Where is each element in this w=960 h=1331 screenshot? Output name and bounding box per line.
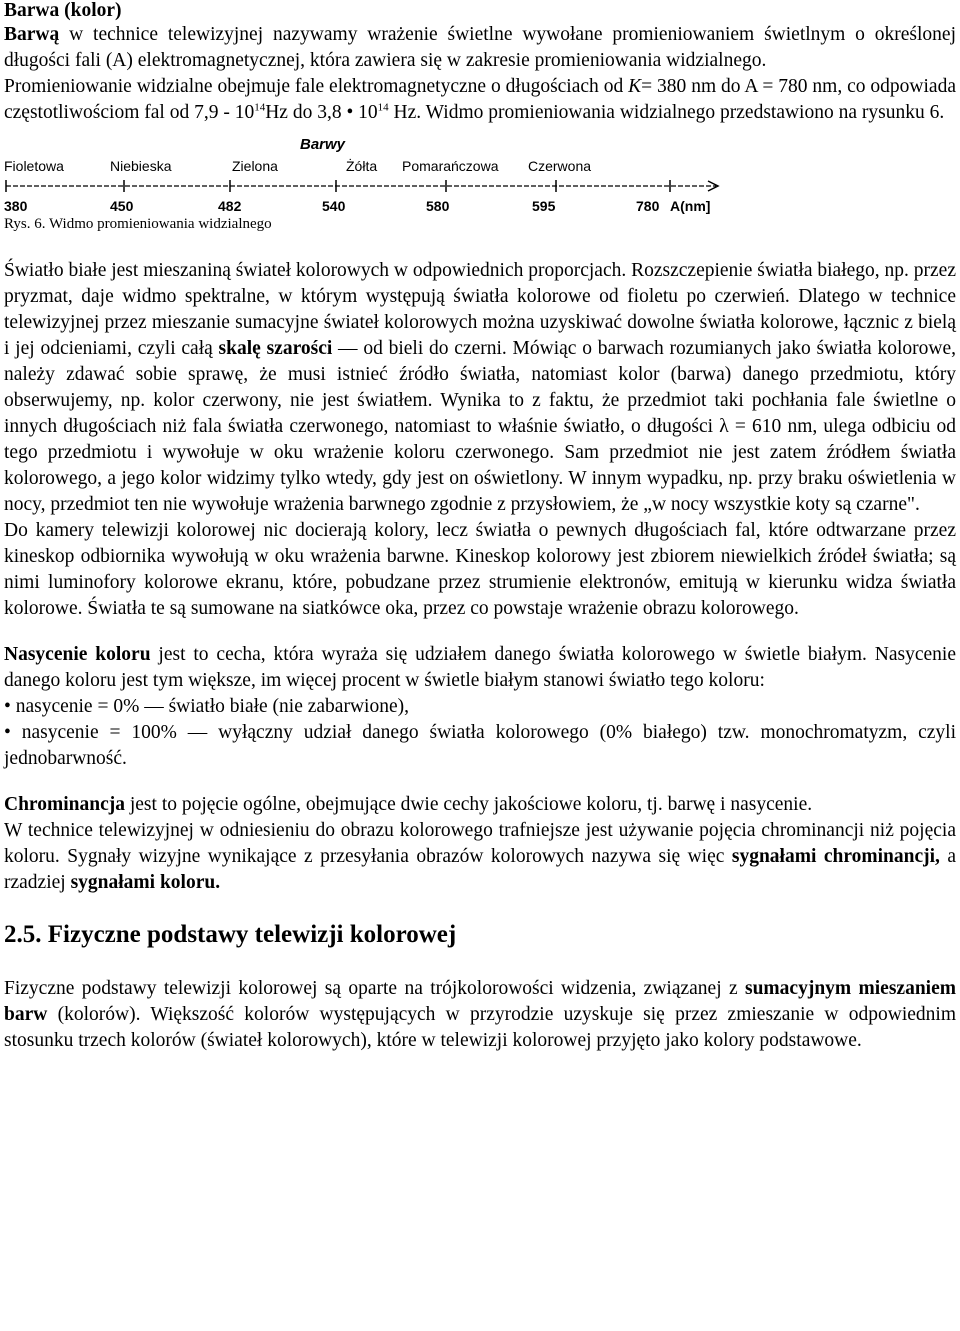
range-text-a: Promieniowanie widzialne obejmuje fale elektromagnetyczne o długościach od xyxy=(4,76,629,97)
tick-label-482: 482 xyxy=(218,198,242,214)
tick-label-780: 780 xyxy=(636,198,660,214)
k-symbol: K xyxy=(628,76,642,97)
term-saturation: Nasycenie koloru xyxy=(4,644,151,665)
paragraph-chrominance xyxy=(4,792,956,818)
tick-label-540: 540 xyxy=(322,198,346,214)
white-light-text-a: Światło białe jest mieszaniną świateł kolorowych w odpowiednich proporcjach. Rozszczepienie światła białego, np. przez pryzmat, daje widmo spektralne, w którym występują światła kolorowe od fioletu po czerwień. Dlatego w technice telewizyjnej przez mieszanie sumacyjne świateł kolorowych można uzyskiwać dowolne światła kolorowe, łącznic z bielą i jej odcieniami, czyli całą xyxy=(4,260,956,359)
document-page xyxy=(4,0,956,1054)
axis-unit-label: A(nm] xyxy=(670,198,711,214)
color-label-orange: Pomarańczowa xyxy=(402,158,499,174)
spectrum-figure xyxy=(4,130,956,230)
range-text-d: Hz. Widmo promieniowania widzialnego przedstawiono na rysunku 6. xyxy=(388,102,945,123)
tick-label-580: 580 xyxy=(426,198,450,214)
spacer xyxy=(4,230,956,258)
color-label-green: Zielona xyxy=(232,158,278,174)
spacer xyxy=(4,896,956,920)
paragraph-kinescope: Do kamery telewizji kolorowej nic docierają kolory, lecz światła o pewnych długościach fal, które odtwarzane przez kineskop odbiornika wywołują w oku wrażenia barwne. Kineskop kolorowy jest zbiorem niewielkich źródeł światła; są nimi luminofory kolorowe ekranu, które, pobudzane przez strumienie elektronów, emitują w kierunku widza światła kolorowe. Światła te są sumowane na siatkówce oka, przez co powstaje wrażenie obrazu kolorowego. xyxy=(4,520,956,619)
tick-label-595: 595 xyxy=(532,198,556,214)
color-label-violet: Fioletowa xyxy=(4,158,64,174)
saturation-text: jest to cecha, która wyraża się udziałem danego światła kolorowego w świetle białym. Nasycenie danego koloru jest tym większe, im więcej procent w świetle białym stanowi światło tego koloru: xyxy=(4,644,956,691)
paragraph-white-light xyxy=(4,258,956,518)
paragraph-saturation xyxy=(4,642,956,694)
term-additive-mixing: sumacyjnym mieszaniem barw xyxy=(4,978,956,1025)
basis-text-b: (kolorów). Większość kolorów występujących w przyrodzie uzyskuje się przez zmieszanie w odpowiednim stosunku trzech kolorów (świateł kolorowych), które w telewizji kolorowej przyjęto jako kolory podstawowe. xyxy=(4,1004,956,1051)
basis-text-a: Fizyczne podstawy telewizji kolorowej są oparte na trójkolorowości widzenia, związanej z xyxy=(4,978,745,999)
term-chrominance-signals: sygnałami chrominancji, xyxy=(731,846,940,867)
spacer xyxy=(4,950,956,976)
paragraph-physical-basis xyxy=(4,976,956,1054)
color-label-blue: Niebieska xyxy=(110,158,172,174)
color-label-yellow: Żółta xyxy=(346,158,378,174)
definition-text: w technice telewizyjnej nazywamy wrażenie świetlne wywołane promieniowaniem świetlnym o określonej długości fali (A) elektromagnetycznej, która zawiera się w zakresie promieniowania widzialnego. xyxy=(4,24,956,71)
spacer xyxy=(4,772,956,792)
tick-label-450: 450 xyxy=(110,198,134,214)
term-chrominance: Chrominancja xyxy=(4,794,125,815)
paragraph-definition xyxy=(4,22,956,74)
color-label-red: Czerwona xyxy=(528,158,592,174)
section-title: Barwa (kolor) xyxy=(4,0,122,21)
figure-caption: Rys. 6. Widmo promieniowania widzialnego xyxy=(4,216,272,232)
term-grayscale: skalę szarości xyxy=(218,338,333,359)
exponent-2: 14 xyxy=(377,101,389,114)
chrominance-text: jest to pojęcie ogólne, obejmujące dwie cechy jakościowe koloru, tj. barwę i nasycenie. xyxy=(124,794,813,815)
white-light-text-b: — od bieli do czerni. Mówiąc o barwach rozumianych jako światła kolorowe, należy zdawać sobie sprawę, że musi istnieć źródło światła, natomiast kolor (barwa) danego przedmiotu, który obserwujemy, np. kolor czerwony, nie jest światłem. Wynika to z faktu, że przedmiot taki pochłania fale świetlne o innych długościach niż fala światła czerwonego, natomiast to właśnie światło, o długości λ = 610 nm, ulega odbiciu od tego przedmiotu i wywołuje w oku wrażenie koloru czerwonego. Sam przedmiot nie jest zatem źródłem światła kolorowego, a jego kolor widzimy tylko wtedy, gdy jest on oświetlony. W innym wypadku, np. przy braku oświetlenia w nocy, przedmiot ten nie wywołuje wrażenia barwnego zgodnie z przysłowiem, że „w nocy wszystkie koty są czarne". xyxy=(4,338,956,515)
tick-label-380: 380 xyxy=(4,198,28,214)
signals-text-b: a rzadziej xyxy=(4,846,957,893)
paragraph-visible-range xyxy=(4,74,956,126)
range-text-c: Hz do 3,8 • 10 xyxy=(265,102,378,123)
spectrum-axis xyxy=(4,176,734,196)
spacer xyxy=(4,622,956,642)
range-text-b: = 380 nm do A = 780 nm, co odpowiada częstotliwościom fal od 7,9 - 10 xyxy=(4,76,956,123)
bullet-item: • nasycenie = 0% — światło białe (nie zabarwione), xyxy=(4,696,409,717)
term-color-signals: sygnałami koloru. xyxy=(70,872,221,893)
term-barwa: Barwą xyxy=(4,24,60,45)
exponent-1: 14 xyxy=(254,101,266,114)
bullet-item: • nasycenie = 100% — wyłączny udział danego światła kolorowego (0% białego) tzw. monochromatyzm, czyli jednobarwność. xyxy=(4,722,956,769)
section-heading-2-5: 2.5. Fizyczne podstawy telewizji kolorowej xyxy=(4,921,457,948)
signals-text-a: W technice telewizyjnej w odniesieniu do obrazu kolorowego trafniejsze jest używanie pojęcia chrominancji niż pojęcia koloru. Sygnały wizyjne wynikające z przesyłania obrazów kolorowych nazywa się więc xyxy=(4,820,956,867)
paragraph-chrominance-signals xyxy=(4,818,956,896)
figure-title: Barwy xyxy=(300,136,346,153)
